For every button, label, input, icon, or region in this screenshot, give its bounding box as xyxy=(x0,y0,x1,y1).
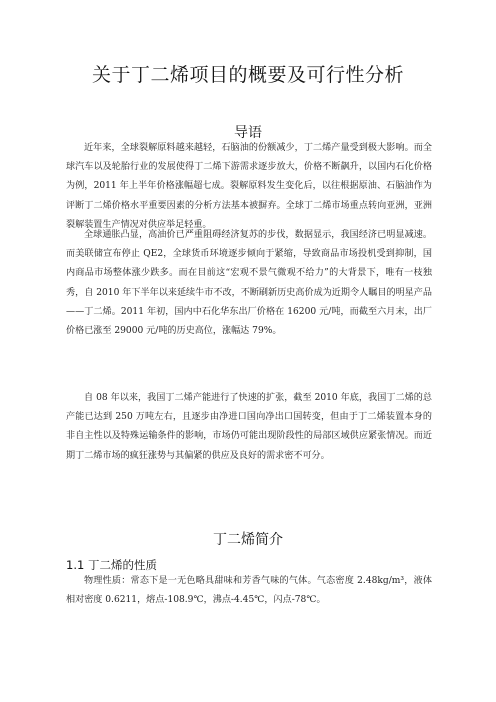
document-title: 关于丁二烯项目的概要及可行性分析 xyxy=(91,64,404,86)
intro-paragraph-2: 全球通胀凸显，高油价已严重阻碍经济复苏的步伐，数据显示，我国经济已明显减速。而美联储宣布停止 QE2，全球货币环境逐步倾向于紧缩，导致商品市场投机受到抑制，国内商品市场整体涨少跌多。而在目前这“宏观不景气微观不给力”的大背景下，唯有一枝独秀，自 2010 年下半年以来延续牛市不改，不断刷新历史高价成为近期令人瞩目的明星产品——丁二烯。2011 年初，国内中石化华东出厂价格在 16200 元/吨，而截至六月末，出厂价格已涨至 29000 元/吨的历史高位，涨幅达 79%。 xyxy=(66,230,432,337)
intro-paragraph-1: 近年来，全球裂解原料越来越轻，石脑油的份额减少，丁二烯产量受到极大影响。而全球汽车以及轮胎行业的发展使得丁二烯下游需求逐步放大，价格不断飙升，以国内石化价格为例，2011 年上半年价格涨幅超七成。裂解原料发生变化后，以往根据原油、石脑油作为评断丁二烯价格水平重要因素的分析方法基本被摒弃。全球丁二烯市场重点转向亚洲，亚洲裂解装置生产情况对供应举足轻重。 xyxy=(66,143,432,230)
intro-paragraph-3: 自 08 年以来，我国丁二烯产能进行了快速的扩张，截至 2010 年底，我国丁二烯的总产能已达到 250 万吨左右，且逐步由净进口国向净出口国转变，但由于丁二烯装置本身的非自主性以及特殊运输条件的影响，市场仍可能出现阶段性的局部区域供应紧张情况。而近期丁二烯市场的疯狂涨势与其偏紧的供应及良好的需求密不可分。 xyxy=(66,393,432,461)
properties-paragraph: 物理性质：常态下是一无色略具甜味和芳香气味的气体。气态密度 2.48kg/m³，液体相对密度 0.6211，熔点-108.9℃，沸点-4.45℃，闪点-78℃。 xyxy=(66,576,432,606)
section-heading: 丁二烯简介 xyxy=(213,532,283,548)
intro-heading: 导语 xyxy=(234,125,262,141)
subsection-heading: 1.1 丁二烯的性质 xyxy=(66,558,157,572)
